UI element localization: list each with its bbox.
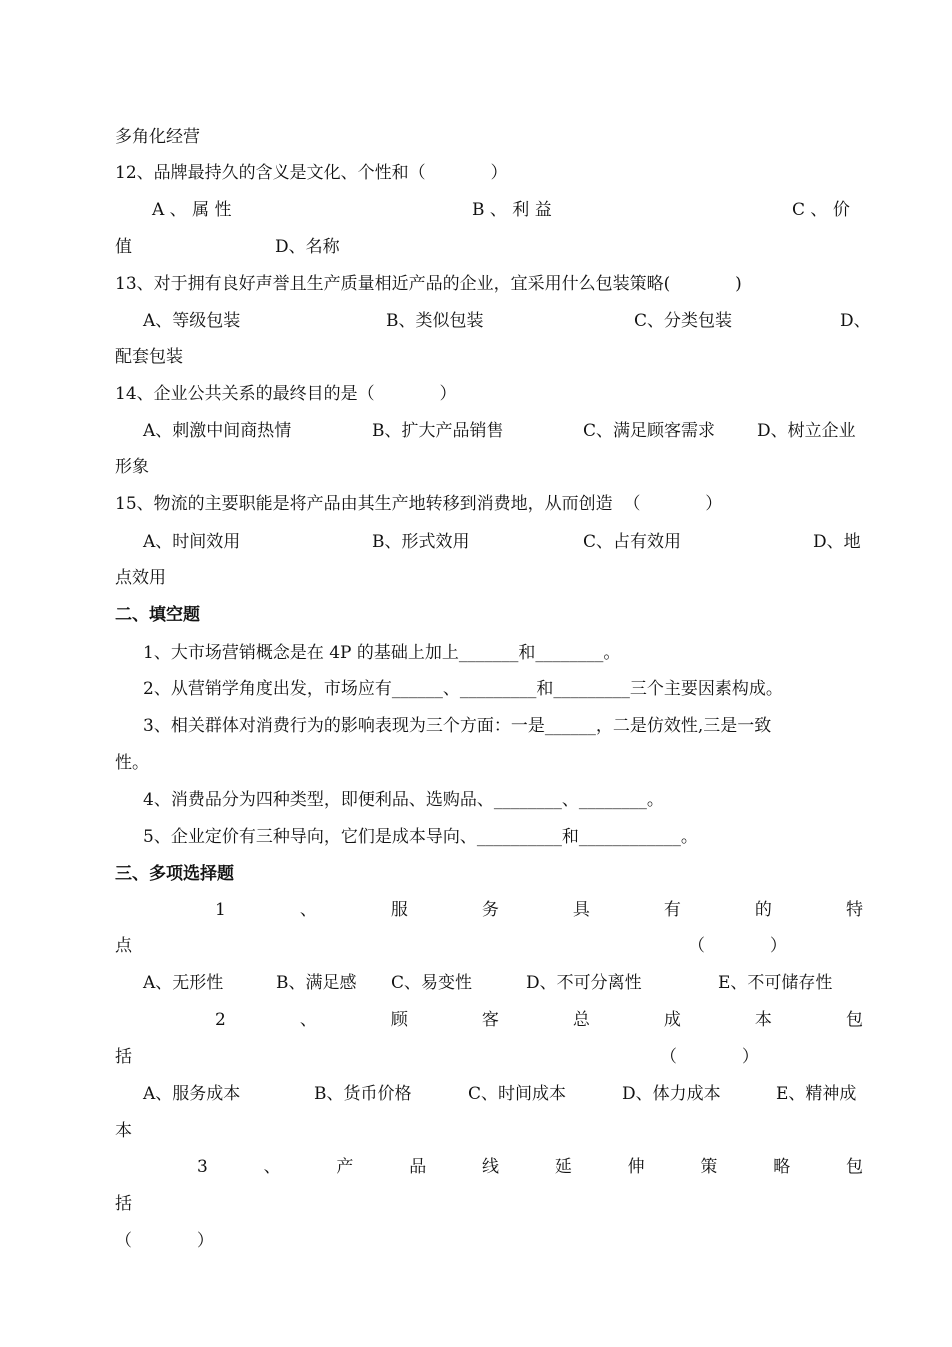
answer-paren: （ ）	[660, 1047, 759, 1067]
option-d: D、名称	[275, 237, 340, 257]
option-e: E、精神成	[776, 1084, 857, 1104]
fill-question-1: 1、大市场营销概念是在 4P 的基础上加上_______和________。	[143, 643, 621, 663]
option-d-cont: 配套包装	[115, 347, 183, 367]
multi-question-2: 2 、 顾 客 总 成 本 包	[215, 1010, 863, 1030]
question-cont: 点	[115, 936, 132, 956]
option-d: D、树立企业	[757, 421, 856, 441]
option-c: C、满足顾客需求	[583, 421, 716, 441]
option-c-cont: 值	[115, 237, 132, 257]
fill-question-5: 5、企业定价有三种导向，它们是成本导向、__________和____________。	[143, 827, 698, 847]
option-c: C 、 价	[792, 200, 850, 220]
answer-paren: （ ）	[115, 1231, 214, 1251]
fill-question-2: 2、从营销学角度出发，市场应有______、_________和_________三个主要因素构成。	[143, 679, 783, 699]
question-14: 14、企业公共关系的最终目的是（ ）	[115, 384, 457, 404]
option-a: A、时间效用	[143, 532, 241, 552]
question-cont: 括	[115, 1194, 132, 1214]
fill-question-3-cont: 性。	[115, 753, 149, 773]
option-b: B 、 利 益	[472, 200, 552, 220]
multi-question-3: 3 、 产 品 线 延 伸 策 略 包	[197, 1157, 863, 1177]
option-b: B、扩大产品销售	[372, 421, 504, 441]
section-heading: 三、多项选择题	[115, 864, 234, 884]
question-cont: 括	[115, 1047, 132, 1067]
fill-question-4: 4、消费品分为四种类型，即便利品、选购品、________、________。	[143, 790, 664, 810]
question-13: 13、对于拥有良好声誉且生产质量相近产品的企业，宜采用什么包装策略( )	[115, 274, 742, 294]
multi-question-1: 1 、 服 务 具 有 的 特	[215, 900, 863, 920]
option-b: B、满足感	[276, 973, 357, 993]
fill-question-3: 3、相关群体对消费行为的影响表现为三个方面：一是______，二是仿效性,三是一致	[143, 716, 772, 736]
option-c: C、时间成本	[468, 1084, 567, 1104]
option-d: D、	[840, 311, 871, 331]
option-a: A、刺激中间商热情	[143, 421, 292, 441]
option-b: B、货币价格	[314, 1084, 412, 1104]
option-d-cont: 形象	[115, 457, 149, 477]
option-a: A、等级包装	[143, 311, 241, 331]
option-d-cont: 点效用	[115, 568, 166, 588]
option-a: A、无形性	[143, 973, 224, 993]
text-line: 多角化经营	[115, 127, 200, 147]
section-heading: 二、填空题	[115, 605, 200, 625]
option-a: A 、 属 性	[152, 200, 232, 220]
option-b: B、类似包装	[386, 311, 484, 331]
option-c: C、占有效用	[583, 532, 682, 552]
answer-paren: （ ）	[688, 936, 787, 956]
option-d: D、不可分离性	[526, 973, 642, 993]
option-e-cont: 本	[115, 1121, 132, 1141]
option-c: C、易变性	[391, 973, 473, 993]
option-e: E、不可储存性	[718, 973, 833, 993]
question-15: 15、物流的主要职能是将产品由其生产地转移到消费地，从而创造 （ ）	[115, 494, 723, 514]
option-b: B、形式效用	[372, 532, 470, 552]
option-d: D、体力成本	[622, 1084, 721, 1104]
option-a: A、服务成本	[143, 1084, 241, 1104]
option-d: D、地	[813, 532, 861, 552]
question-12: 12、品牌最持久的含义是文化、个性和（ ）	[115, 163, 508, 183]
option-c: C、分类包装	[634, 311, 733, 331]
